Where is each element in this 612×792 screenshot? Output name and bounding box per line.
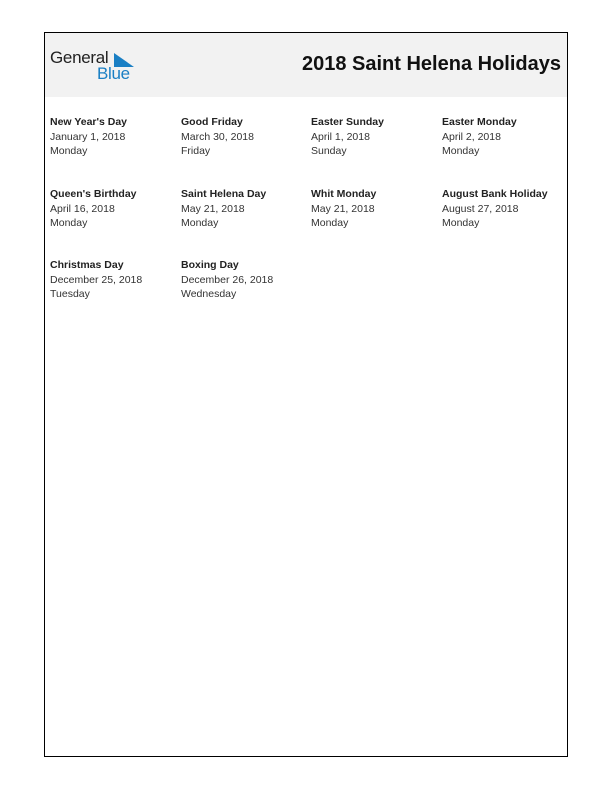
holiday-item [181,115,306,159]
holiday-item [311,115,436,159]
holiday-weekday: Monday [311,217,349,229]
holiday-weekday: Monday [181,217,219,229]
holiday-name: Christmas Day [50,259,124,271]
holiday-name: Boxing Day [181,259,239,271]
holiday-name: New Year's Day [50,116,128,128]
holiday-item [50,258,175,302]
holiday-item [311,187,436,231]
holiday-name: Whit Monday [311,188,377,200]
logo-word-blue: Blue [97,64,130,83]
logo [50,48,140,84]
holiday-item [50,187,175,231]
holiday-weekday: Wednesday [181,288,237,300]
holiday-name: Saint Helena Day [181,188,267,200]
header-band [45,33,567,97]
holiday-date: May 21, 2018 [311,202,375,215]
holiday-date: August 27, 2018 [442,202,519,215]
page-title: 2018 Saint Helena Holidays [301,53,561,75]
holiday-weekday: Monday [50,145,88,157]
holiday-item [181,258,306,302]
holiday-date: April 2, 2018 [442,130,501,143]
holiday-weekday: Monday [50,217,88,229]
holiday-name: Easter Sunday [311,116,384,128]
holiday-date: December 25, 2018 [50,273,143,286]
logo-word-general: General [50,48,109,67]
holiday-weekday: Tuesday [50,288,90,300]
holiday-item [181,187,306,231]
holiday-date: March 30, 2018 [181,130,254,143]
holiday-item [442,115,567,159]
holiday-weekday: Monday [442,145,480,157]
holiday-date: December 26, 2018 [181,273,274,286]
holiday-item [50,115,175,159]
holiday-name: Easter Monday [442,116,517,128]
holiday-weekday: Monday [442,217,480,229]
holiday-name: Good Friday [181,116,243,128]
holiday-weekday: Friday [181,145,211,157]
holiday-name: August Bank Holiday [442,188,548,200]
page-frame [44,32,568,757]
holiday-item [442,187,567,231]
holiday-date: April 1, 2018 [311,130,370,143]
holiday-weekday: Sunday [311,145,347,157]
holiday-date: January 1, 2018 [50,130,126,143]
holiday-date: April 16, 2018 [50,202,115,215]
holiday-name: Queen's Birthday [50,188,137,200]
holiday-date: May 21, 2018 [181,202,245,215]
